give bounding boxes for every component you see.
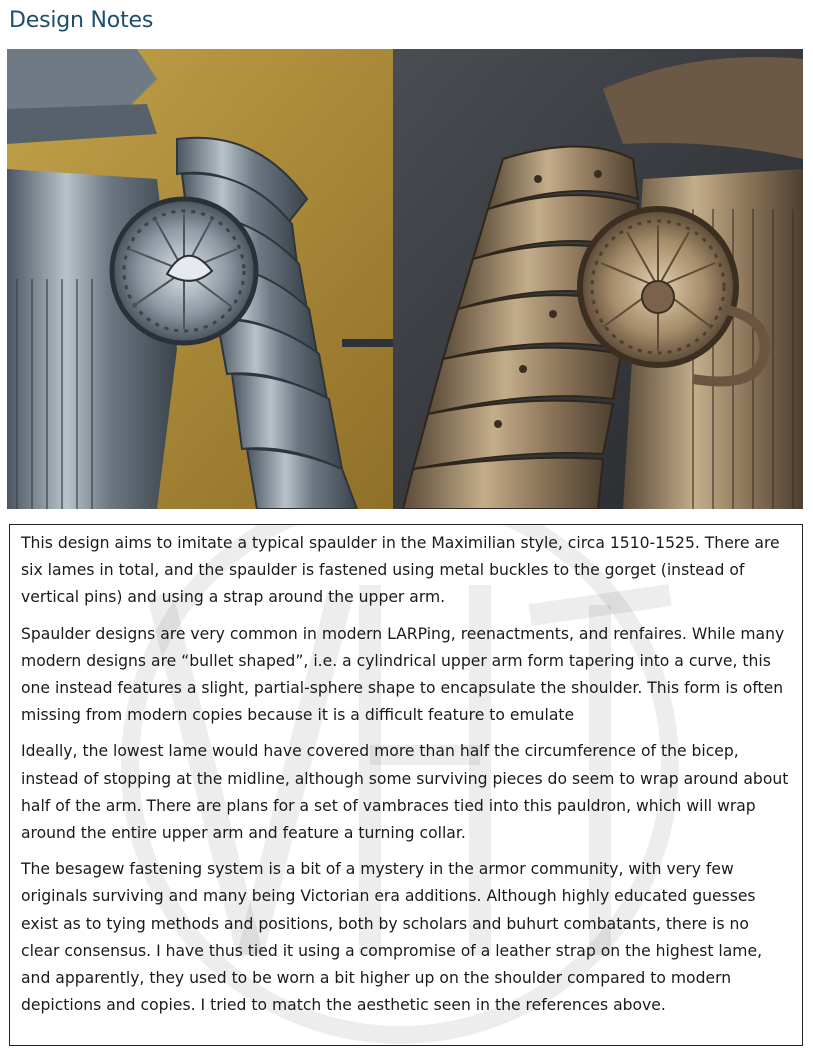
notes-paragraph-1: This design aims to imitate a typical spaulder in the Maximilian style, circa 1510-1525. There are six lames in total, and the spaulder is fastened using metal buckles to the gorget (instead of vertical pins) and using a strap around the upper arm. — [21, 534, 780, 607]
reference-photo-right — [393, 49, 803, 509]
notes-paragraph-2: Spaulder designs are very common in modern LARPing, reenactments, and renfaires. While many modern designs are “bullet shaped”, i.e. a cylindrical upper arm form tapering into a curve, this one instead features a slight, partial-sphere shape to encapsulate the shoulder. This form is often missing from modern copies because it is a difficult feature to emulate — [21, 624, 785, 725]
reference-photo-left — [7, 49, 393, 509]
page-title: Design Notes — [9, 8, 154, 33]
notes-paragraph-4: The besagew fastening system is a bit of a mystery in the armor community, with very few originals surviving and many being Victorian era additions. Although highly educated guesses exist as to tying methods and positions, both by scholars and buhurt combatants, there is no clear consensus. I have thus tied it using a compromise of a leather strap on the highest lame, and apparently, they used to be worn a bit higher up on the shoulder compared to modern depictions and copies. I tried to match the aesthetic seen in the references above. — [21, 860, 763, 1015]
design-notes-box — [9, 524, 803, 1046]
notes-paragraph-3: Ideally, the lowest lame would have covered more than half the circumference of the bicep, instead of stopping at the midline, although some surviving pieces do seem to wrap around about half of the arm. There are plans for a set of vambraces tied into this pauldron, which will wrap around the entire upper arm and feature a turning collar. — [21, 742, 789, 843]
